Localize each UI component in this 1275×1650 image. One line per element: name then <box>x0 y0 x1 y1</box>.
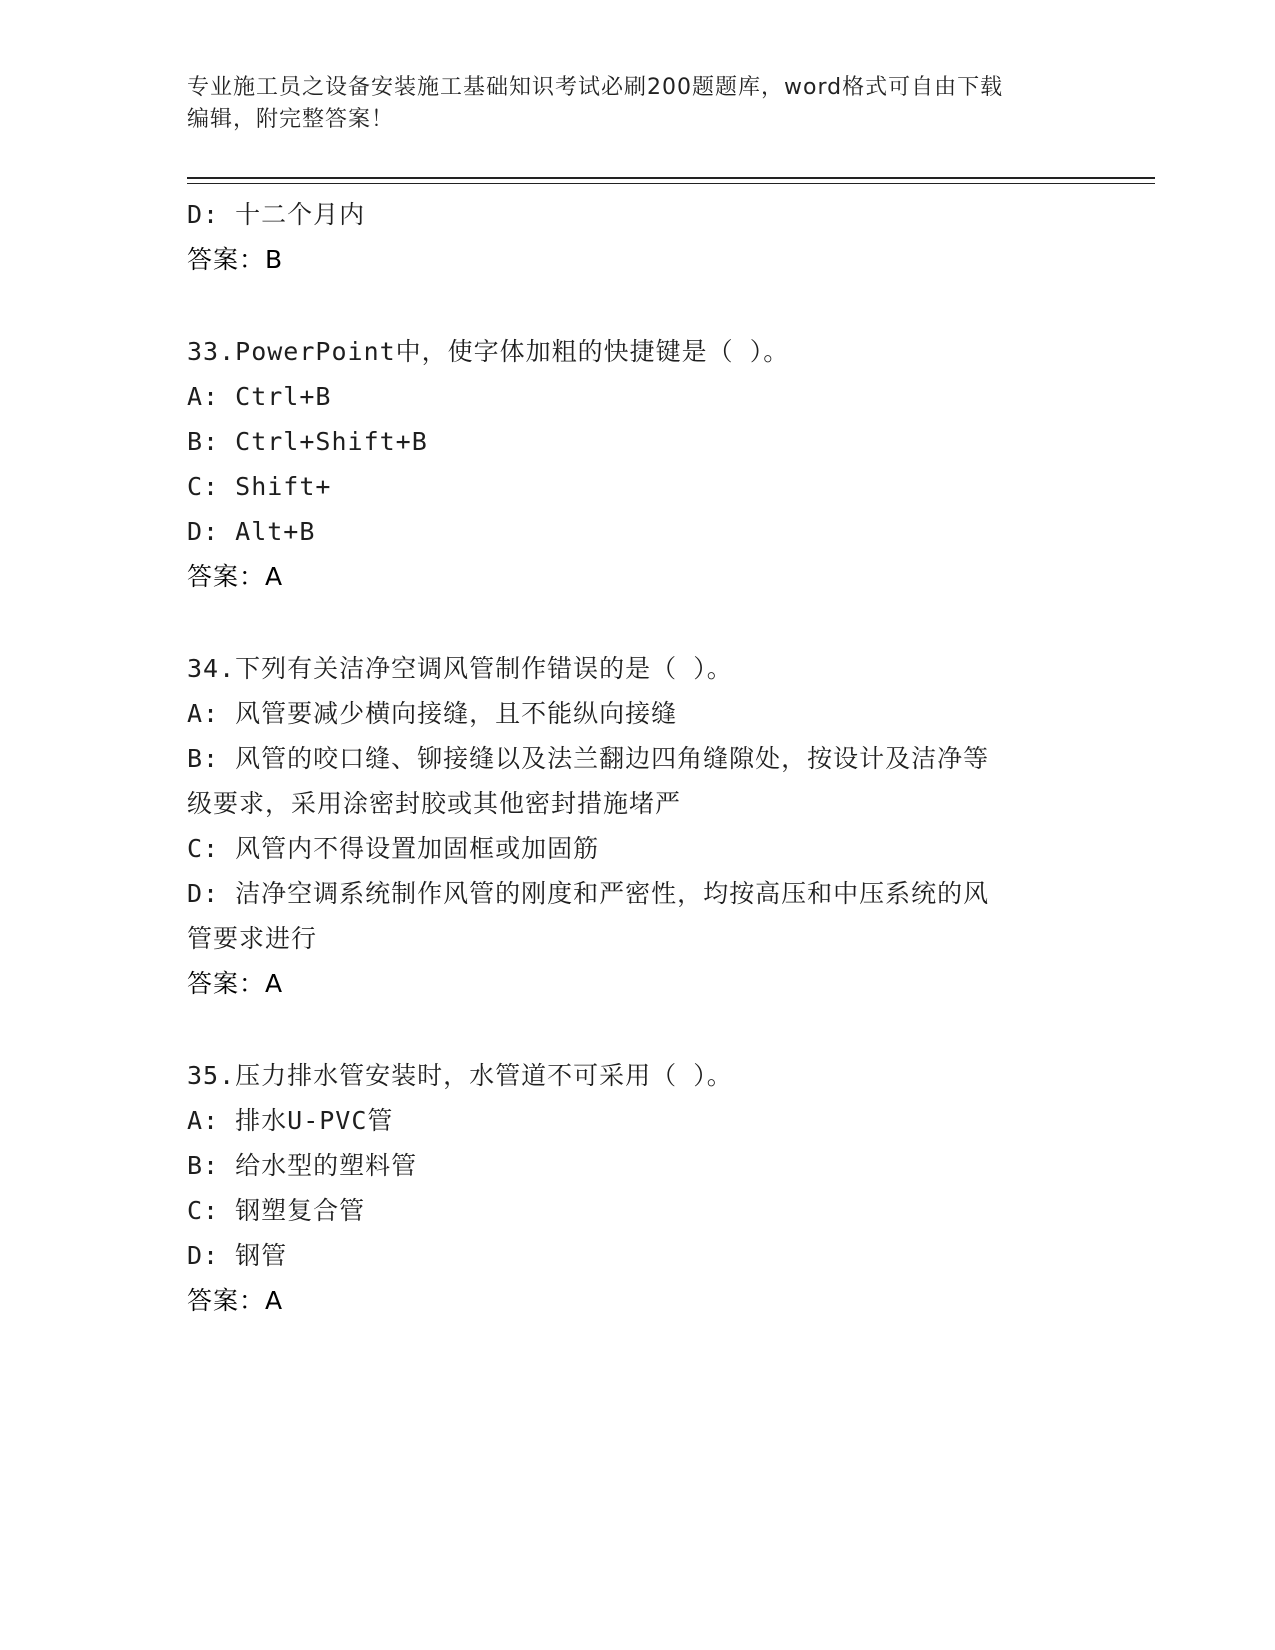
answer-line: 答案：A <box>187 1286 284 1315</box>
option-a: A: Ctrl+B <box>187 382 332 411</box>
option-d: D: Alt+B <box>187 517 316 546</box>
header-line-2: 编辑，附完整答案！ <box>187 107 395 132</box>
option-d: D: 钢管 <box>187 1241 288 1270</box>
option-b: B: 给水型的塑料管 <box>187 1151 418 1180</box>
header-line-1: 专业施工员之设备安装施工基础知识考试必刷200题题库，word格式可自由下载 <box>187 75 1004 100</box>
question-stem: 35.压力排水管安装时，水管道不可采用（ ）。 <box>187 1061 733 1090</box>
option-a: A: 排水U-PVC管 <box>187 1106 394 1135</box>
page-header <box>187 72 1067 136</box>
question-stem: 33.PowerPoint中，使字体加粗的快捷键是（ ）。 <box>187 337 790 366</box>
question-34 <box>187 646 1087 1006</box>
question-stem: 34.下列有关洁净空调风管制作错误的是（ ）。 <box>187 654 733 683</box>
option-a: A: 风管要减少横向接缝，且不能纵向接缝 <box>187 699 678 728</box>
option-d: D: 洁净空调系统制作风管的刚度和严密性，均按高压和中压系统的风 <box>187 879 990 908</box>
option-c: C: Shift+ <box>187 472 332 501</box>
question-33 <box>187 329 1087 599</box>
answer-line: 答案：B <box>187 245 284 274</box>
document-body <box>187 192 1087 1323</box>
header-divider-thick <box>187 177 1155 179</box>
option-b: B: Ctrl+Shift+B <box>187 427 428 456</box>
option-d-continued: 管要求进行 <box>187 924 318 953</box>
option-b-continued: 级要求，采用涂密封胶或其他密封措施堵严 <box>187 789 682 818</box>
option-b: B: 风管的咬口缝、铆接缝以及法兰翻边四角缝隙处，按设计及洁净等 <box>187 744 990 773</box>
answer-line: 答案：A <box>187 969 284 998</box>
option-c: C: 风管内不得设置加固框或加固筋 <box>187 834 600 863</box>
header-divider-thin <box>187 183 1155 184</box>
question-35 <box>187 1053 1087 1323</box>
option-d: D: 十二个月内 <box>187 200 366 229</box>
answer-line: 答案：A <box>187 562 284 591</box>
option-c: C: 钢塑复合管 <box>187 1196 366 1225</box>
